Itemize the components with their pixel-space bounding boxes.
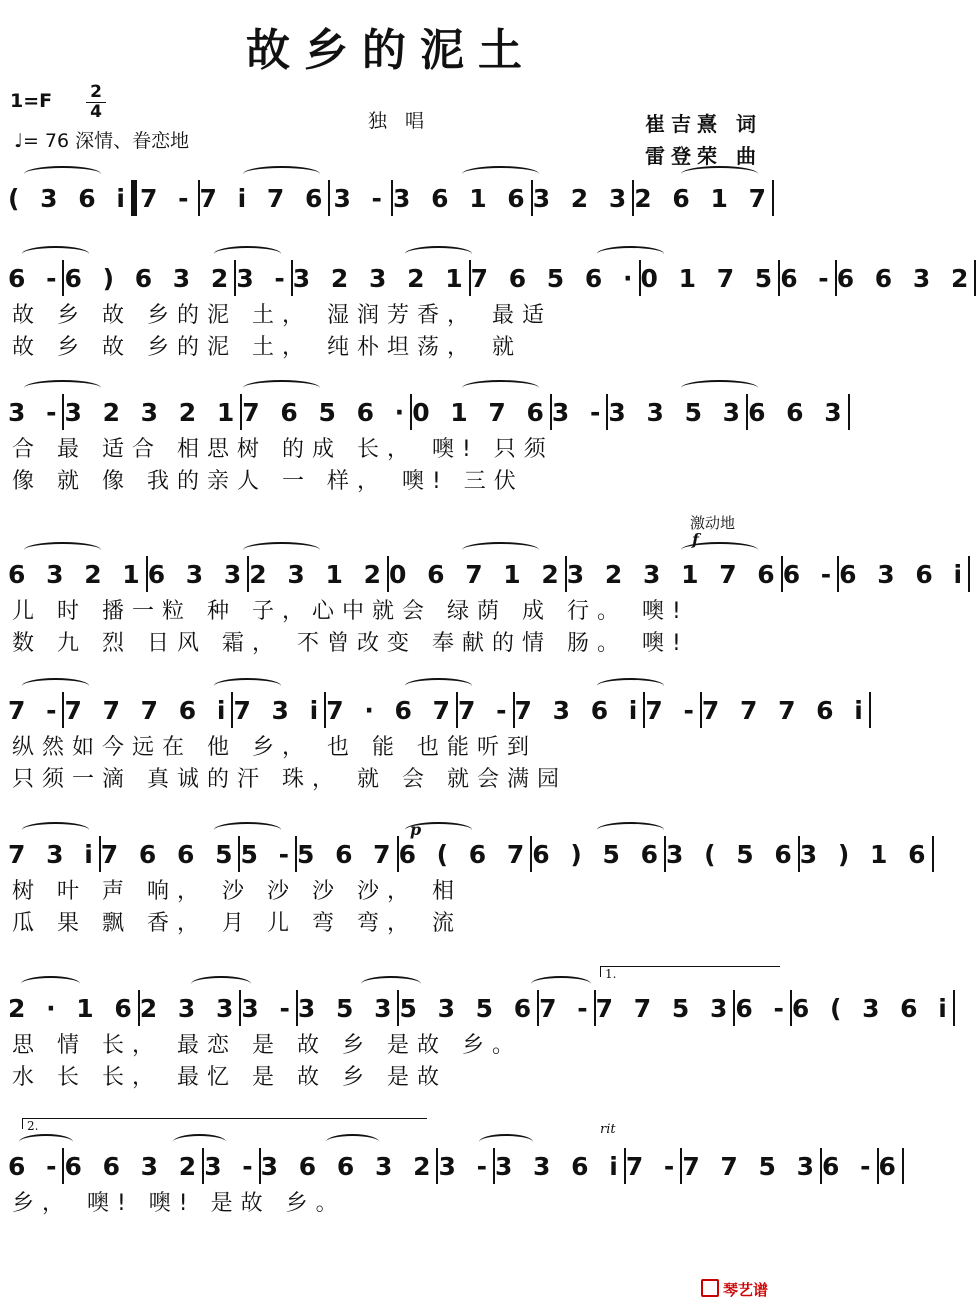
lyric-line-2: 像 就 像 我的亲人 一 样， 噢! 三伏 xyxy=(12,469,524,494)
score-system-2 xyxy=(8,258,975,362)
rit-mark: rit xyxy=(600,1122,616,1137)
slur-mark xyxy=(405,678,472,694)
notation-row xyxy=(8,1146,902,1186)
barline xyxy=(953,990,955,1026)
measure: 6 3 6 i xyxy=(839,559,969,589)
measure: 7 - xyxy=(645,695,700,725)
measure: 7 i 7 6 xyxy=(199,183,329,213)
slur-mark xyxy=(214,246,281,262)
measure: 7 6 5 6 · xyxy=(242,397,411,427)
measure: 6 - xyxy=(8,263,63,293)
slur-mark xyxy=(462,166,539,182)
score-system-7 xyxy=(8,988,953,1092)
tempo-marking: ♩= 76 深情、眷恋地 xyxy=(14,130,190,152)
lyric-line-1: 乡， 噢! 噢! 是故 乡。 xyxy=(12,1191,346,1216)
measure: 6 xyxy=(878,1151,902,1181)
measure: 3 - xyxy=(551,397,607,427)
forte-mark: f xyxy=(692,530,699,549)
measure: 6 ( 3 6 i xyxy=(791,993,953,1023)
measure: 7 - xyxy=(458,695,513,725)
time-signature xyxy=(86,84,106,121)
measure: 7 - xyxy=(625,1151,681,1181)
measure: 3 ) 1 6 xyxy=(799,839,932,869)
measure: 3 2 3 xyxy=(532,183,633,213)
lyric-line-2: 数 九 烈 日风 霜， 不曾改变 奉献的情 肠。 噢! xyxy=(12,631,689,656)
slur-mark xyxy=(597,678,664,694)
slur-mark xyxy=(326,1134,380,1150)
measure: 7 3 i xyxy=(8,839,99,869)
slur-mark xyxy=(191,976,251,992)
measure: 6 3 3 xyxy=(147,559,248,589)
song-title: 故乡的泥土 xyxy=(246,25,536,76)
measure: 7 7 5 3 xyxy=(595,993,734,1023)
measure: 6 - xyxy=(782,559,838,589)
slur-mark xyxy=(243,542,320,558)
slur-mark xyxy=(681,380,758,396)
barline xyxy=(902,1148,904,1184)
score-system-8 xyxy=(8,1146,902,1218)
lyric-line-1: 纵然如今远在 他 乡， 也 能 也能听到 xyxy=(12,735,537,760)
composer-credit: 雷登荣 曲 xyxy=(645,144,762,168)
performance-type: 独 唱 xyxy=(368,110,431,132)
key-signature: 1=F xyxy=(10,90,53,112)
lyric-line-2: 瓜 果 飘 香， 月 儿 弯 弯， 流 xyxy=(12,911,462,936)
measure: 7 - xyxy=(539,993,594,1023)
measure: 2 3 3 xyxy=(139,993,240,1023)
score-system-6 xyxy=(8,834,932,938)
measure: 3 2 3 2 1 xyxy=(64,397,241,427)
watermark xyxy=(701,1279,768,1300)
measure: 2 3 1 2 xyxy=(249,559,387,589)
measure: 7 7 7 6 i xyxy=(64,695,232,725)
measure: 7 6 6 5 xyxy=(100,839,239,869)
measure: 3 - xyxy=(236,263,291,293)
measure: 3 - xyxy=(204,1151,259,1181)
measure: 7 - xyxy=(139,183,195,213)
slur-mark xyxy=(19,1134,73,1150)
measure: 6 - xyxy=(735,993,790,1023)
slur-mark xyxy=(24,542,101,558)
measure: 2 · 1 6 xyxy=(8,993,138,1023)
measure: 7 3 6 i xyxy=(514,695,644,725)
measure: 6 6 3 2 xyxy=(64,1151,203,1181)
notation-row xyxy=(8,554,969,594)
slur-mark xyxy=(531,976,591,992)
lyricist-credit: 崔吉熹 词 xyxy=(645,112,762,136)
measure: 3 - xyxy=(8,397,63,427)
measure: 6 3 2 1 xyxy=(8,559,146,589)
time-bottom: 4 xyxy=(90,102,102,122)
slur-mark xyxy=(681,166,758,182)
measure: 3 - xyxy=(241,993,296,1023)
score-system-5 xyxy=(8,690,869,794)
slur-mark xyxy=(21,976,81,992)
measure: 3 6 6 3 2 xyxy=(260,1151,437,1181)
score-system-3 xyxy=(8,392,848,496)
measure: 5 - xyxy=(240,839,295,869)
slur-mark xyxy=(462,380,539,396)
lyric-line-1: 故 乡 故 乡的泥 土， 湿润芳香， 最适 xyxy=(12,303,552,328)
slur-mark xyxy=(597,246,664,262)
measure: 7 7 7 6 i xyxy=(701,695,869,725)
slur-mark xyxy=(243,166,320,182)
measure: 7 - xyxy=(8,695,63,725)
time-top: 2 xyxy=(90,82,102,102)
measure: 3 3 6 i xyxy=(494,1151,624,1181)
measure: 3 2 3 2 1 xyxy=(292,263,469,293)
lyric-line-1: 儿 时 播一粒 种 子，心中就会 绿荫 成 行。 噢! xyxy=(12,599,689,624)
slur-mark xyxy=(479,1134,533,1150)
measure: 3 2 3 1 7 6 xyxy=(566,559,781,589)
measure: 3 5 3 xyxy=(297,993,398,1023)
measure: 6 - xyxy=(780,263,835,293)
slur-mark xyxy=(597,822,664,838)
measure: 7 · 6 7 xyxy=(326,695,457,725)
slur-mark xyxy=(22,822,89,838)
measure: 7 7 5 3 xyxy=(682,1151,821,1181)
slur-mark xyxy=(24,166,101,182)
notation-row xyxy=(8,690,869,730)
measure: 2 6 1 7 xyxy=(634,183,772,213)
slur-mark xyxy=(214,678,281,694)
slur-mark xyxy=(243,380,320,396)
lyric-line-2: 故 乡 故 乡的泥 土， 纯朴坦荡， 就 xyxy=(12,335,522,360)
notation-row xyxy=(8,834,932,874)
slur-mark xyxy=(22,246,89,262)
measure: ( 3 6 i xyxy=(8,183,131,213)
slur-mark xyxy=(24,380,101,396)
notation-row xyxy=(8,988,953,1028)
barline xyxy=(848,394,850,430)
slur-mark xyxy=(681,542,758,558)
measure: 0 6 7 1 2 xyxy=(389,559,565,589)
slur-mark xyxy=(173,1134,227,1150)
measure: 3 - xyxy=(438,1151,493,1181)
volta-1: 1. xyxy=(600,966,780,977)
measure: 7 3 i xyxy=(233,695,325,725)
slur-mark xyxy=(405,822,472,838)
measure: 7 6 5 6 · xyxy=(470,263,639,293)
measure: 3 ( 5 6 xyxy=(666,839,798,869)
slur-mark xyxy=(462,542,539,558)
measure: 6 6 3 xyxy=(748,397,848,427)
volta-2: 2. xyxy=(22,1118,427,1129)
piano-mark: p xyxy=(410,820,422,839)
measure: 0 1 7 5 xyxy=(640,263,779,293)
measure: 6 ( 6 7 xyxy=(398,839,531,869)
watermark-text: 琴艺谱 xyxy=(722,1281,768,1299)
score-system-1 xyxy=(8,178,774,218)
measure: 6 - xyxy=(8,1151,63,1181)
slur-mark xyxy=(22,678,89,694)
measure: 6 ) 5 6 xyxy=(532,839,665,869)
barline xyxy=(968,556,970,592)
notation-row xyxy=(8,258,975,298)
barline xyxy=(772,180,774,216)
slur-mark xyxy=(361,976,421,992)
measure: 6 ) 6 3 2 xyxy=(64,263,235,293)
slur-mark xyxy=(214,822,281,838)
measure: 3 3 5 3 xyxy=(608,397,747,427)
measure: 6 6 3 2 xyxy=(836,263,975,293)
measure: 5 3 5 6 xyxy=(399,993,538,1023)
measure: 3 - xyxy=(333,183,388,213)
measure: 0 1 7 6 xyxy=(412,397,550,427)
lyric-line-2: 只须一滴 真诚的汗 珠， 就 会 就会满园 xyxy=(12,767,567,792)
lyric-line-1: 树 叶 声 响， 沙 沙 沙 沙， 相 xyxy=(12,879,462,904)
barline xyxy=(932,836,934,872)
measure: 6 - xyxy=(822,1151,877,1181)
lyric-line-1: 合 最 适合 相思树 的成 长， 噢! 只须 xyxy=(12,437,554,462)
measure: 5 6 7 xyxy=(296,839,397,869)
logo-icon xyxy=(701,1279,719,1297)
notation-row xyxy=(8,178,774,218)
excited-mark: 激动地 xyxy=(690,514,736,532)
barline xyxy=(869,692,871,728)
score-system-4 xyxy=(8,554,969,658)
lyric-line-1: 思 情 长， 最恋 是 故 乡 是故 乡。 xyxy=(12,1033,522,1058)
lyric-line-2: 水 长 长， 最忆 是 故 乡 是故 xyxy=(12,1065,447,1090)
notation-row xyxy=(8,392,848,432)
slur-mark xyxy=(405,246,472,262)
measure: 3 6 1 6 xyxy=(393,183,531,213)
